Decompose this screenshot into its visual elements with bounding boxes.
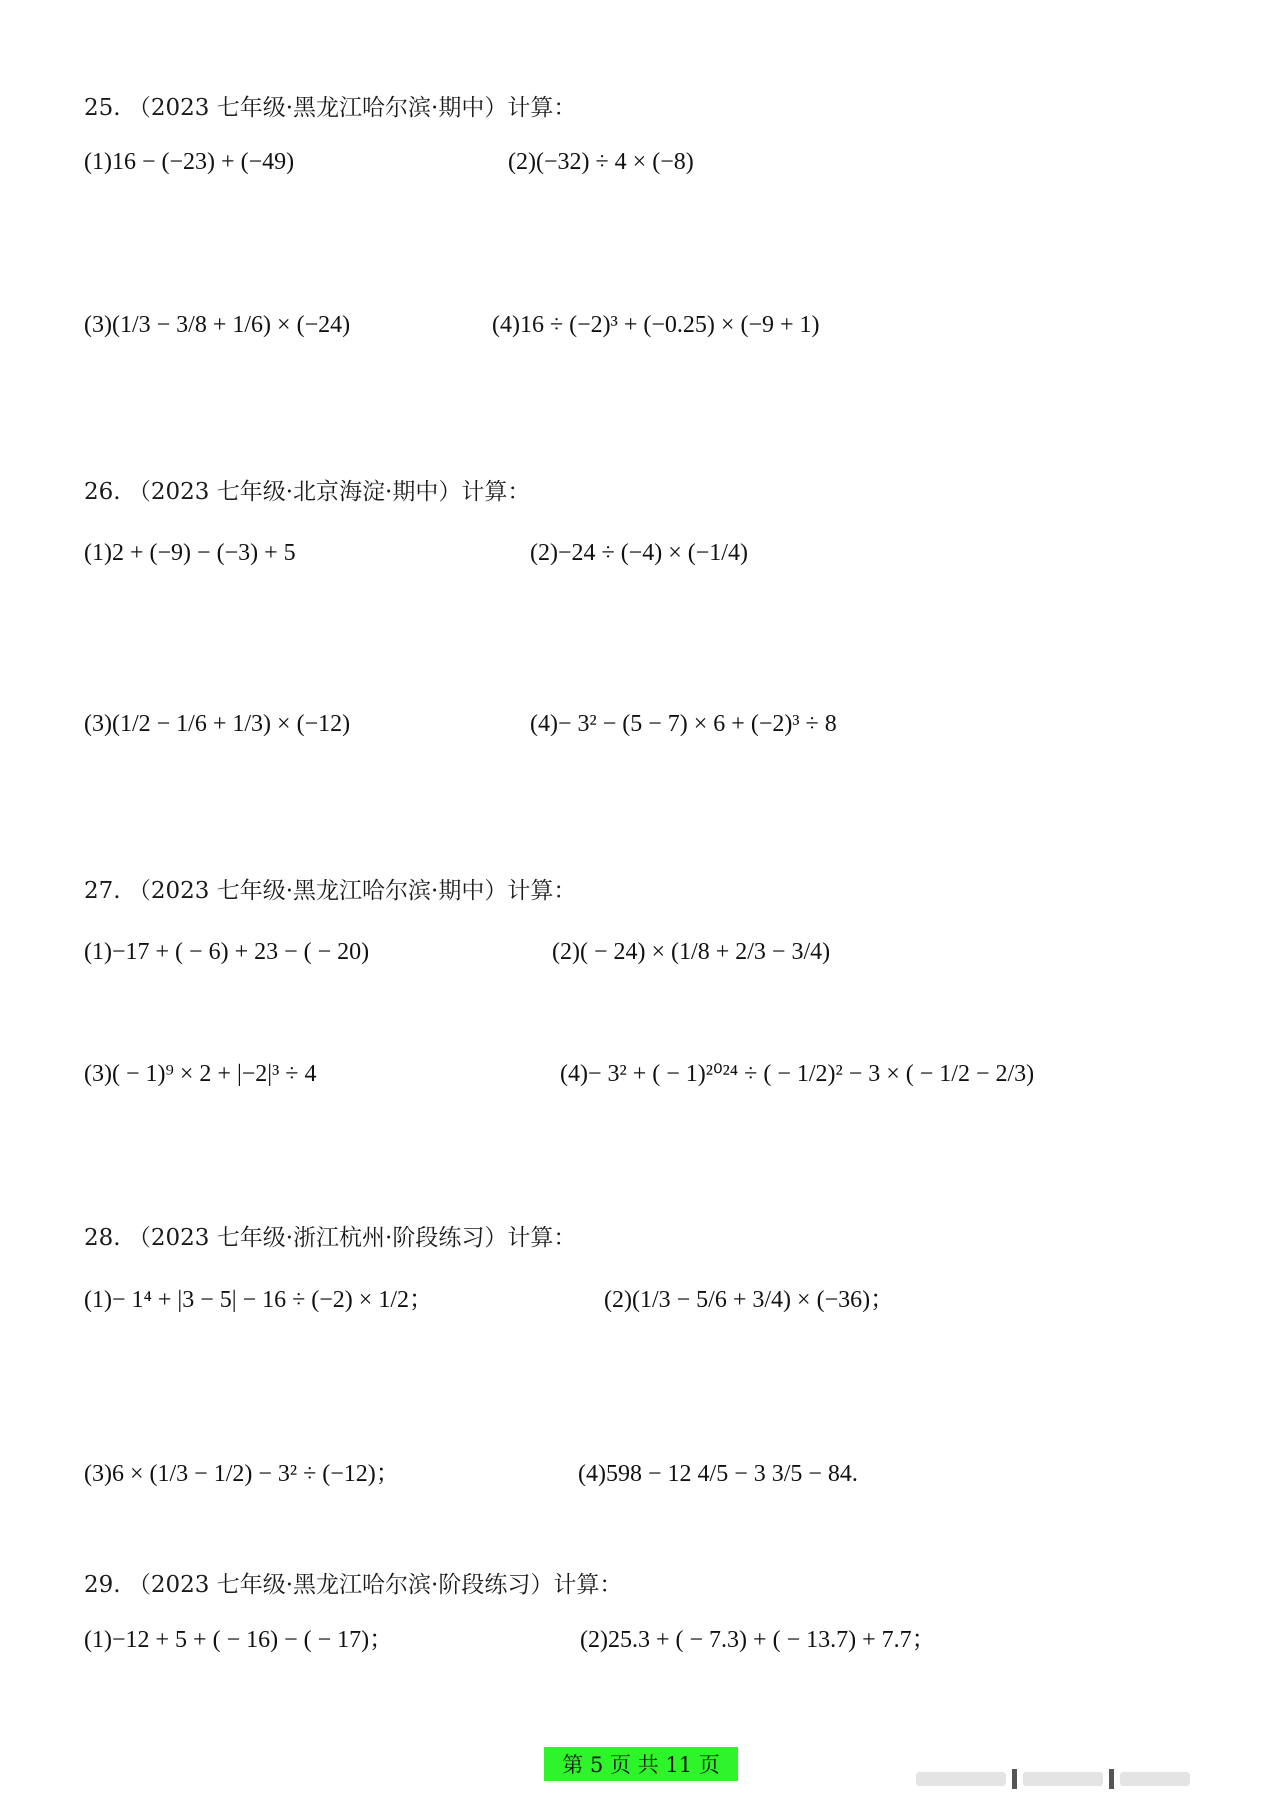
watermark-bar-icon bbox=[1023, 1772, 1103, 1786]
problem-28-item-2: (2)(1/3 − 5/6 + 3/4) × (−36)； bbox=[604, 1287, 895, 1313]
problem-25-heading: 25. （2023 七年级·黑龙江哈尔滨·期中）计算： bbox=[84, 95, 577, 121]
problem-28-heading: 28. （2023 七年级·浙江杭州·阶段练习）计算： bbox=[84, 1225, 577, 1251]
problem-25-item-1: (1)16 − (−23) + (−49) bbox=[84, 149, 295, 175]
problem-27-heading: 27. （2023 七年级·黑龙江哈尔滨·期中）计算： bbox=[84, 878, 577, 904]
problem-25-item-3: (3)(1/3 − 3/8 + 1/6) × (−24) bbox=[84, 312, 351, 338]
problem-25-item-2: (2)(−32) ÷ 4 × (−8) bbox=[508, 149, 694, 175]
problem-28-item-3: (3)6 × (1/3 − 1/2) − 3² ÷ (−12)； bbox=[84, 1461, 400, 1487]
problem-26-item-4: (4)− 3² − (5 − 7) × 6 + (−2)³ ÷ 8 bbox=[530, 711, 837, 737]
problem-29-heading: 29. （2023 七年级·黑龙江哈尔滨·阶段练习）计算： bbox=[84, 1572, 623, 1598]
page-indicator bbox=[544, 1747, 738, 1781]
problem-28-item-1: (1)− 1⁴ + |3 − 5| − 16 ÷ (−2) × 1/2； bbox=[84, 1287, 433, 1313]
watermark-tick-icon bbox=[1109, 1769, 1114, 1789]
problem-28-item-4: (4)598 − 12 4/5 − 3 3/5 − 84. bbox=[578, 1461, 858, 1487]
problem-26-item-2: (2)−24 ÷ (−4) × (−1/4) bbox=[530, 540, 748, 566]
watermark-tick-icon bbox=[1012, 1769, 1017, 1789]
problem-29-item-2: (2)25.3 + ( − 7.3) + ( − 13.7) + 7.7； bbox=[580, 1627, 936, 1653]
problem-26-item-1: (1)2 + (−9) − (−3) + 5 bbox=[84, 540, 296, 566]
problem-27-item-1: (1)−17 + ( − 6) + 23 − ( − 20) bbox=[84, 939, 370, 965]
problem-26-heading: 26. （2023 七年级·北京海淀·期中）计算： bbox=[84, 479, 531, 505]
page-indicator-label: 第 5 页 共 11 页 bbox=[562, 1753, 720, 1777]
watermark-bar-icon bbox=[916, 1772, 1006, 1786]
watermark-bar-icon bbox=[1120, 1772, 1190, 1786]
problem-29-item-1: (1)−12 + 5 + ( − 16) − ( − 17)； bbox=[84, 1627, 394, 1653]
problem-27-item-2: (2)( − 24) × (1/8 + 2/3 − 3/4) bbox=[552, 939, 831, 965]
problem-25-item-4: (4)16 ÷ (−2)³ + (−0.25) × (−9 + 1) bbox=[492, 312, 820, 338]
problem-27-item-4: (4)− 3² + ( − 1)²⁰²⁴ ÷ ( − 1/2)² − 3 × ( − 1/2 − 2/3) bbox=[560, 1061, 1035, 1087]
watermark-icon bbox=[916, 1768, 1246, 1790]
problem-27-item-3: (3)( − 1)⁹ × 2 + |−2|³ ÷ 4 bbox=[84, 1061, 317, 1087]
problem-26-item-3: (3)(1/2 − 1/6 + 1/3) × (−12) bbox=[84, 711, 351, 737]
